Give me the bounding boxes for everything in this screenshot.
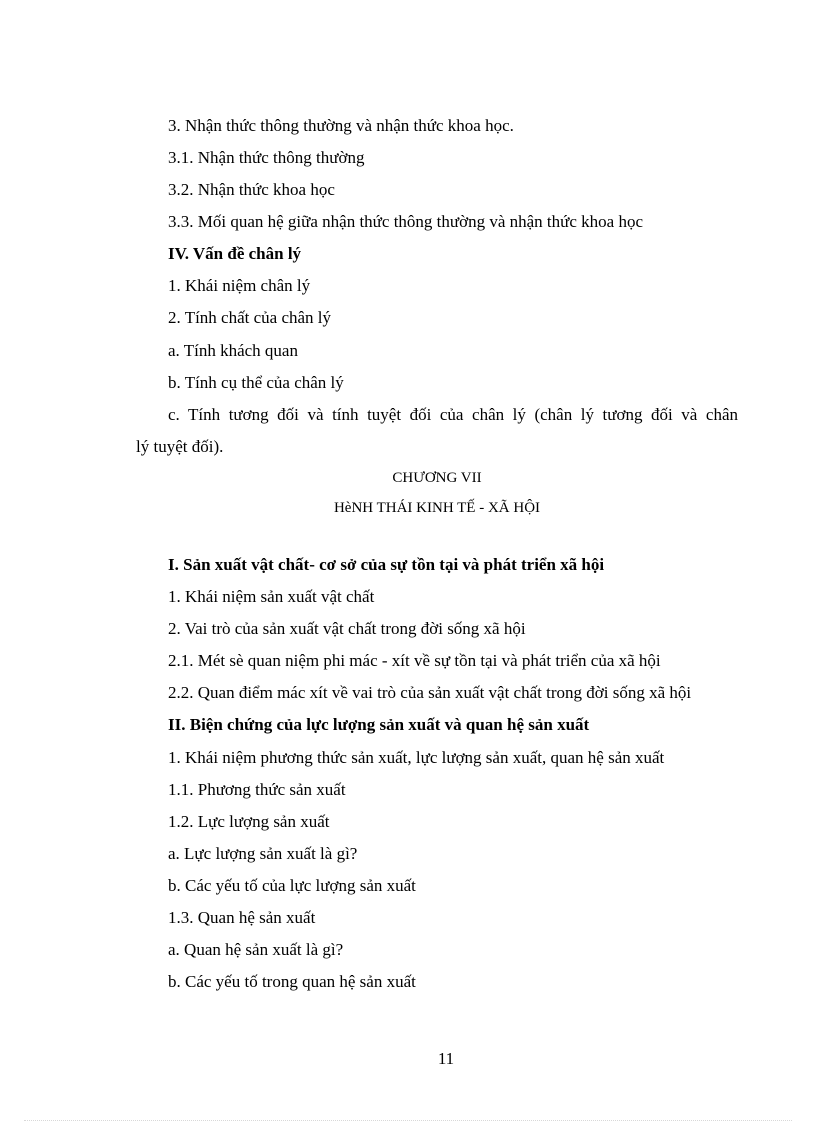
text-line: 3.2. Nhận thức khoa học xyxy=(168,180,335,199)
text-line: 3.1. Nhận thức thông thường xyxy=(168,148,365,167)
text-line: b. Các yếu tố của lực lượng sản xuất xyxy=(168,876,416,895)
text-line: 1. Khái niệm sản xuất vật chất xyxy=(168,587,375,606)
text-line: 1.3. Quan hệ sản xuất xyxy=(168,908,316,927)
page-number: 11 xyxy=(437,1049,455,1068)
text-line: 2. Tính chất của chân lý xyxy=(168,308,332,327)
text-line: 3.3. Mối quan hệ giữa nhận thức thông thường và nhận thức khoa học xyxy=(168,212,644,231)
text-line: 2.2. Quan điểm mác xít về vai trò của sản xuất vật chất trong đời sống xã hội xyxy=(168,683,692,702)
text-line: 1.1. Phương thức sản xuất xyxy=(168,780,346,799)
section-heading: II. Biện chứng của lực lượng sản xuất và quan hệ sản xuất xyxy=(168,715,590,734)
text-line: b. Các yếu tố trong quan hệ sản xuất xyxy=(168,972,416,991)
chapter-title: HèNH THÁI KINH TẾ - XÃ HỘI xyxy=(333,500,541,516)
text-line: 2. Vai trò của sản xuất vật chất trong đời sống xã hội xyxy=(168,619,526,638)
text-line: a. Lực lượng sản xuất là gì? xyxy=(168,844,358,863)
text-line: a. Quan hệ sản xuất là gì? xyxy=(168,940,344,959)
text-line: a. Tính khách quan xyxy=(168,341,298,360)
paragraph-line: c. Tính tương đối và tính tuyệt đối của chân lý (chân lý tương đối và chân xyxy=(168,405,738,424)
paragraph-continuation: lý tuyệt đối). xyxy=(136,437,224,456)
text-line: 3. Nhận thức thông thường và nhận thức khoa học. xyxy=(168,116,514,135)
section-heading: IV. Vấn đề chân lý xyxy=(168,244,302,263)
text-line: 1. Khái niệm chân lý xyxy=(168,276,311,295)
text-line: 1.2. Lực lượng sản xuất xyxy=(168,812,330,831)
text-line: b. Tính cụ thể của chân lý xyxy=(168,373,344,392)
section-heading: I. Sản xuất vật chất- cơ sở của sự tồn tại và phát triển xã hội xyxy=(168,555,605,574)
chapter-number: CHƯƠNG VII xyxy=(392,470,482,486)
footer-divider xyxy=(24,1120,792,1121)
text-line: 1. Khái niệm phương thức sản xuất, lực lượng sản xuất, quan hệ sản xuất xyxy=(168,748,665,767)
text-line: 2.1. Mét sè quan niệm phi mác - xít về sự tồn tại và phát triển của xã hội xyxy=(168,651,661,670)
